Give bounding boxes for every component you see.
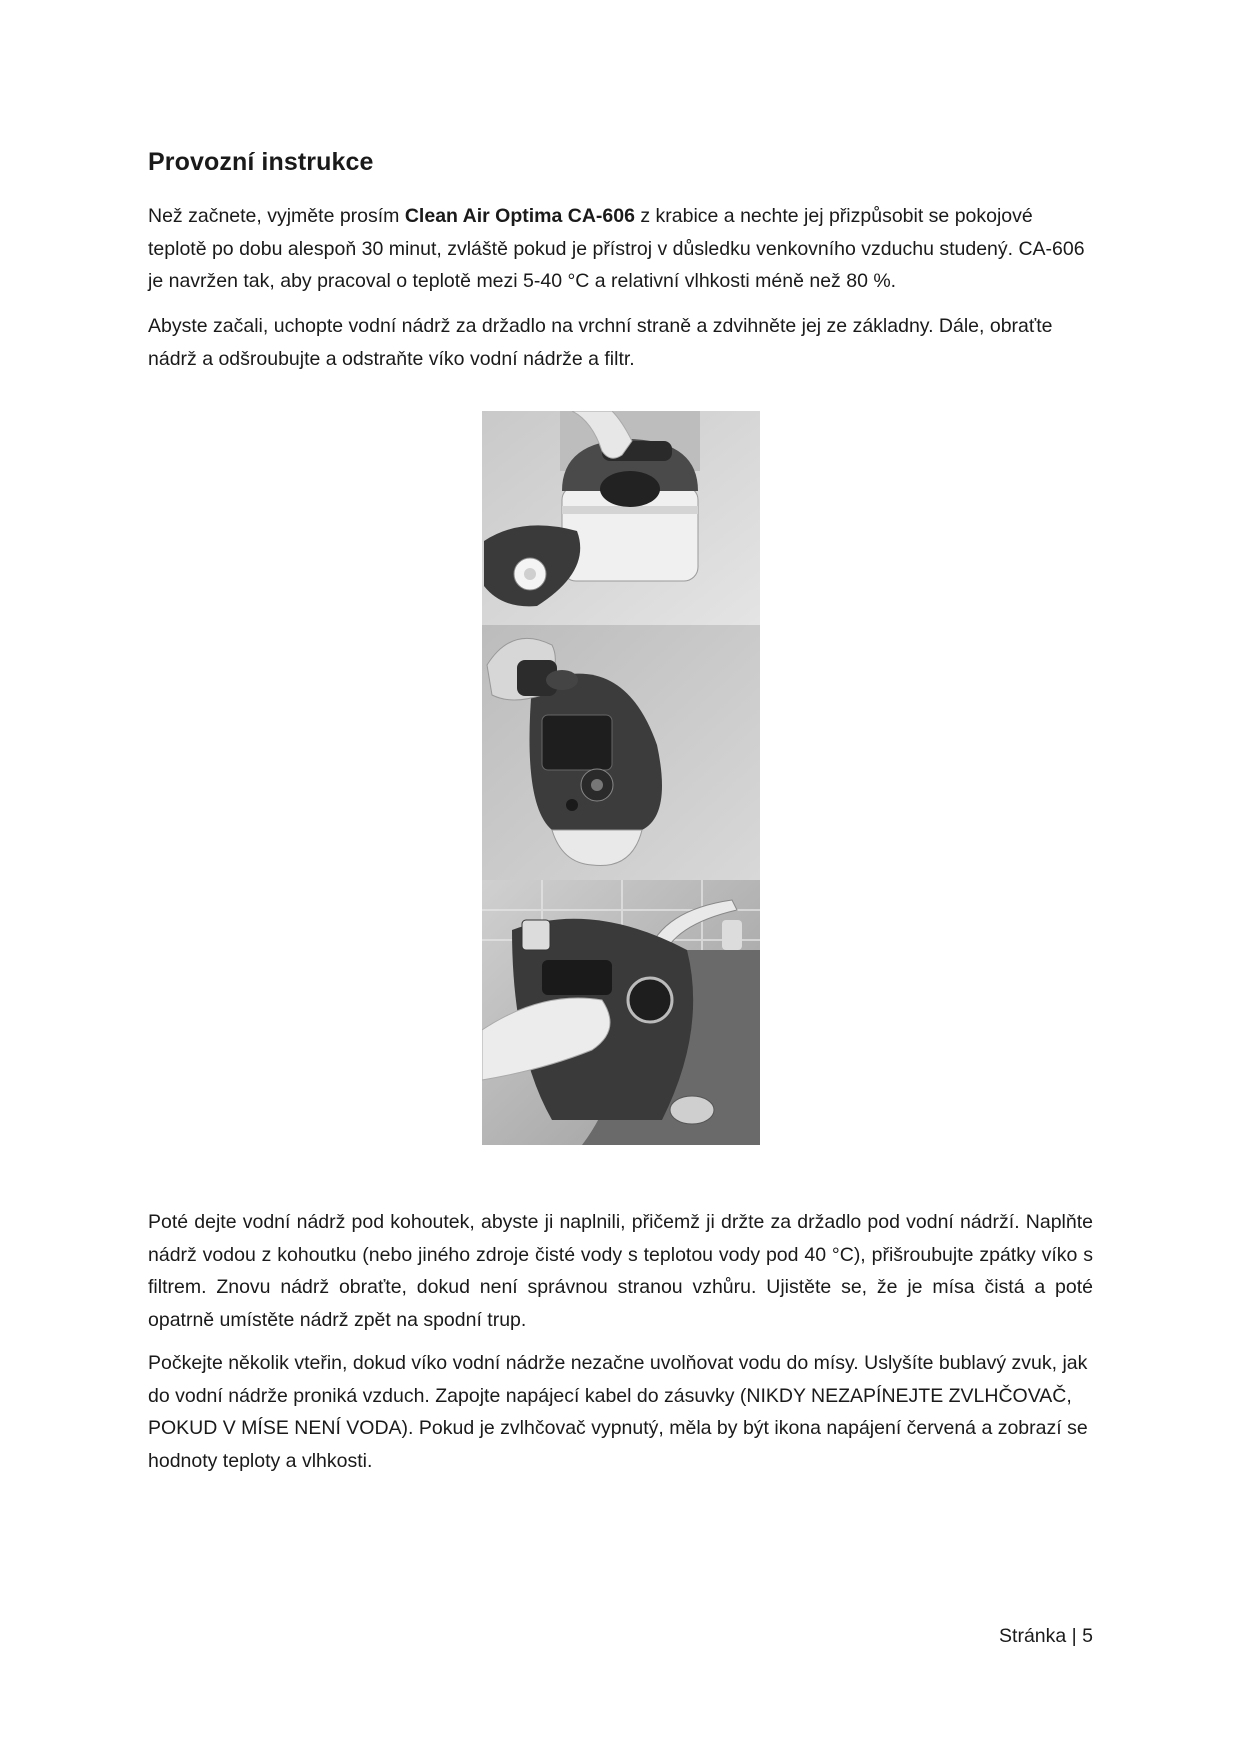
photo-unscrewing-cap bbox=[482, 625, 760, 880]
page-number: Stránka | 5 bbox=[999, 1625, 1093, 1647]
photo-filling-tank bbox=[482, 880, 760, 1145]
paragraph-step-power-on: Počkejte několik vteřin, dokud víko vodní nádrže nezačne uvolňovat vodu do mísy. Uslyšíte bublavý zvuk, jak do vodní nádrže proniká vzduch. Zapojte napájecí kabel do zásuvky (NIKDY NEZAPÍNEJTE ZVLHČOVAČ, POKUD V MÍSE NENÍ VODA). Pokud je zvlhčovač vypnutý, měla by být ikona napájení červená a zobrazí se hodnoty teploty a vlhkosti. bbox=[148, 1352, 1088, 1472]
instruction-photos bbox=[482, 411, 760, 1145]
photo-lifting-tank bbox=[482, 411, 760, 625]
product-name: Clean Air Optima CA-606 bbox=[404, 205, 635, 227]
paragraph-step-fill-tank: Poté dejte vodní nádrž pod kohoutek, abyste ji naplnili, přičemž ji držte za držadlo pod vodní nádrží. Naplňte nádrž vodou z kohoutku (nebo jiného zdroje čisté vody s teplotou vody pod 40 °C), přišroubujte zpátky víko s filtrem. Znovu nádrž obraťte, dokud není správnou stranou vzhůru. Ujistěte se, že je mísa čistá a poté opatrně umístěte nádrž zpět na spodní trup. bbox=[148, 1211, 1093, 1331]
paragraph-step-remove-tank: Abyste začali, uchopte vodní nádrž za držadlo na vrchní straně a zdvihněte jej ze základny. Dále, obraťte nádrž a odšroubujte a odstraňte víko vodní nádrže a filtr. bbox=[148, 315, 1053, 370]
paragraph-intro bbox=[148, 200, 1093, 298]
intro-text-start: Než začnete, vyjměte prosím bbox=[148, 205, 405, 227]
intro-text-end: z krabice a nechte jej přizpůsobit se pokojové teplotě po dobu alespoň 30 minut, zvláště pokud je přístroj v důsledku venkovního vzduchu studený. CA-606 je navržen tak, aby pracoval o teplotě mezi 5-40 °C a relativní vlhkosti méně než 80 %. bbox=[148, 205, 1085, 292]
section-heading: Provozní instrukce bbox=[148, 148, 374, 176]
